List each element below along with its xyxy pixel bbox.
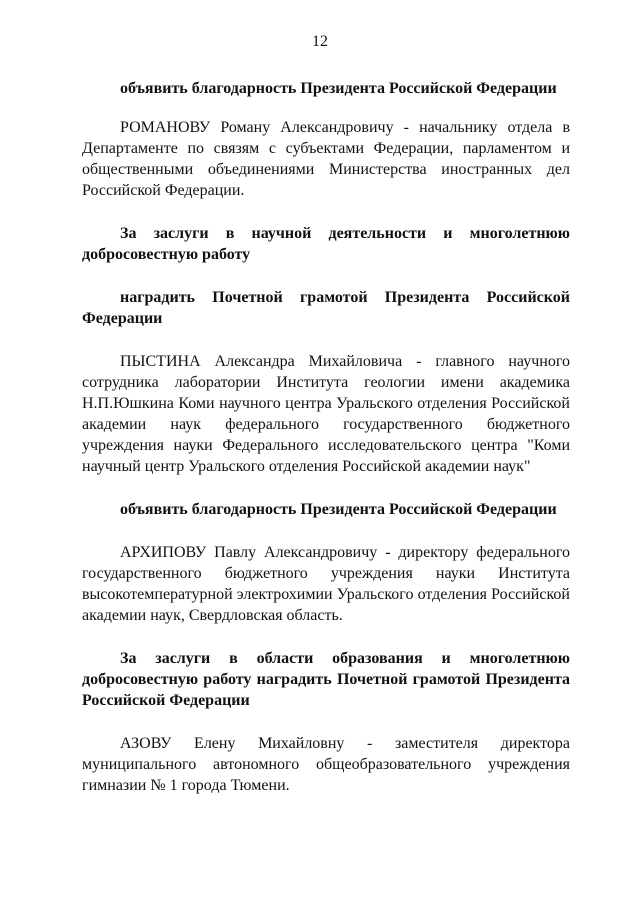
page-number: 12 — [312, 33, 328, 50]
heading-science-merit: За заслуги в научной деятельности и многолетнюю добросовестную работу — [82, 225, 570, 263]
heading-gratitude-1: объявить благодарность Президента Российской Федерации — [120, 80, 557, 97]
document-body — [82, 78, 570, 796]
paragraph-romanov: РОМАНОВУ Роману Александровичу - начальнику отдела в Департаменте по связям с субъектами Федерации, парламентом и общественными объединениями Министерства иностранных дел Российской Федерации. — [82, 119, 570, 199]
heading-award-certificate: наградить Почетной грамотой Президента Российской Федерации — [82, 289, 570, 327]
heading-education-merit: За заслуги в области образования и многолетнюю добросовестную работу наградить Почетной грамотой Президента Российской Федерации — [82, 650, 570, 709]
paragraph-pystin: ПЫСТИНА Александра Михайловича - главного научного сотрудника лаборатории Института геологии имени академика Н.П.Юшкина Коми научного центра Уральского отделения Российской академии наук федерального государственного бюджетного учреждения науки Федерального исследовательского центра "Коми научный центр Уральского отделения Российской академии наук" — [82, 353, 570, 475]
paragraph-azova: АЗОВУ Елену Михайловну - заместителя директора муниципального автономного общеобразовательного учреждения гимназии № 1 города Тюмени. — [82, 735, 570, 794]
heading-gratitude-2: объявить благодарность Президента Российской Федерации — [120, 501, 557, 518]
paragraph-arkhipov: АРХИПОВУ Павлу Александровичу - директору федерального государственного бюджетного учреждения науки Института высокотемпературной электрохимии Уральского отделения Российской академии наук, Свердловская область. — [82, 544, 570, 624]
